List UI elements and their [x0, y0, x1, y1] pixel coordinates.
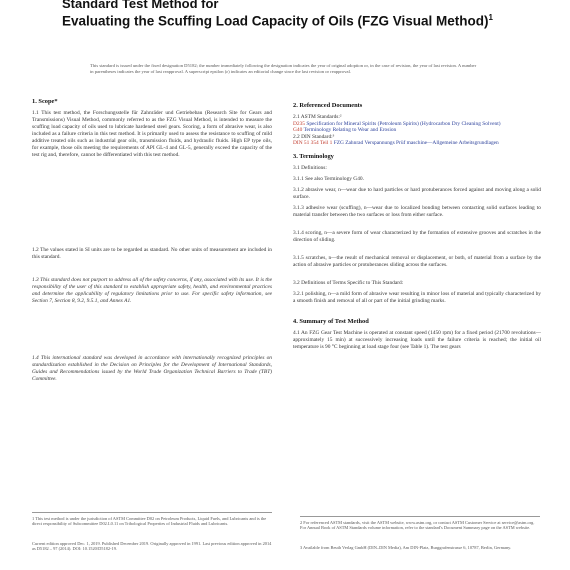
document-title: [62, 10, 532, 29]
ref-d235-code[interactable]: D235: [293, 120, 305, 127]
footnote-3: 3 Available from Beuth Verlag GmbH (DIN–DIN Media), Am DIN-Platz, Burggrafenstrasse 6, 10787, Berlin, Germany.: [300, 545, 512, 550]
paragraph-1-2: 1.2 The values stated in SI units are to be regarded as standard. No other units of measurement are included in this standard.: [32, 247, 272, 260]
term-3-2-1: 3.2.1 polishing, n—a mild form of abrasive wear resulting in minor loss of material and typically characterized by a smooth finish and removal of all or part of the initial grinding marks.: [293, 290, 541, 304]
title-footnote-mark: 1: [488, 13, 493, 22]
term-3-1-1: 3.1.1 See also Terminology G40.: [293, 175, 364, 182]
section-title-summary: 4. Summary of Test Method: [293, 317, 369, 325]
footnote-2: 2 For referenced ASTM standards, visit the ASTM website, www.astm.org, or contact ASTM Customer Service at service@astm.org. For Annual Book of ASTM Standards volume information, refer to the standard's Document Summary page on the ASTM website.: [300, 520, 535, 531]
paragraph-1-4: 1.4 This international standard was developed in accordance with internationally recognized principles on standardization established in the Decision on Principles for the Development of International Standards, Guides and Recommendations issued by the World Trade Organization Technical Barriers to Trade (TBT) Committee.: [32, 355, 272, 382]
paragraph-1-3: 1.3 This standard does not purport to address all of the safety concerns, if any, associated with its use. It is the responsibility of the user of this standard to establish appropriate safety, health, and environmental practices and determine the applicability of regulatory limitations prior to use. For specific safety information, see Section 7, Section 8, 9.2, 9.5.1, and Annex A1.: [32, 277, 272, 304]
title-text: Evaluating the Scuffing Load Capacity of Oils (FZG Visual Method): [62, 13, 489, 29]
summary-4-1: 4.1 An FZG Gear Test Machine is operated at constant speed (1450 rpm) for a fixed period (21700 revolutions— approximately 15 min) at successively increasing loads until the failure criteria is reached; the initial oil temperature is 90 °C beginning at load stage four (see Table 1). The test gears: [293, 329, 541, 350]
left-column: [32, 98, 272, 419]
ref-d235[interactable]: [293, 121, 541, 128]
term-3-1-4: 3.1.4 scoring, n—a severe form of wear characterized by the formation of extensive grooves and scratches in the direction of sliding.: [293, 229, 541, 243]
ref-din-standard: 2.2 DIN Standard:³: [293, 133, 335, 140]
term-3-1-2: 3.1.2 abrasive wear, n—wear due to hard particles or hard protuberances forced against and moving along a solid surface.: [293, 186, 541, 200]
term-3-1-3: 3.1.3 adhesive wear (scuffing), n—wear due to localized bonding between contacting solid surfaces leading to material transfer between the two surfaces or loss from either surface.: [293, 204, 541, 218]
ref-din-code[interactable]: DIN 51 354 Teil 1: [293, 140, 333, 147]
standard-label: Standard Test Method for: [62, 0, 219, 11]
ref-g40-title[interactable]: Terminology Relating to Wear and Erosion: [303, 127, 397, 134]
right-footnotes: [300, 516, 540, 559]
section-title-scope: 1. Scope*: [32, 98, 58, 105]
footnote-edition: Current edition approved Dec. 1, 2019. Published December 2019. Originally approved in 1991. Last previous edition approved in 2014 as D5182 – 97 (2014). DOI: 10.1520/D5182-19.: [32, 541, 272, 552]
ref-g40[interactable]: [293, 127, 541, 134]
ref-din[interactable]: [293, 140, 541, 147]
right-column: [293, 102, 541, 376]
ref-d235-title[interactable]: Specification for Mineral Spirits (Petroleum Spirits) (Hydrocarbon Dry Cleaning Solvent): [306, 120, 501, 127]
term-3-1: 3.1 Definitions:: [293, 164, 327, 171]
paragraph-1-1: 1.1 This test method, the Forschungsstelle für Zahnräder und Getriebebau (Research Site for Gears and Transmissions) Visual Method, commonly referred to as the FZG Visual Method, is intended to measure the scuffing load capacity of oils used to lubricate hardened steel gears. Scoring, a form of abrasive wear, is also included as a failure criteria in this test method. It is primarily used to assess the resistance to scuffing of mild additive treated oils such as industrial gear oils, transmission fluids, and hydraulic fluids. High EP type oils, for example, those oils meeting the requirements of API GL-4 and GL-5, generally exceed the capacity of the test rig and, therefore, cannot be differentiated with this test method.: [32, 110, 272, 158]
issuance-note: This standard is issued under the fixed designation D5182; the number immediately following the designation indicates the year of original adoption or, in the case of revision, the year of last revision. A number in parentheses indicates the year of last reapproval. A superscript epsilon (ε) indicates an editorial change since the last revision or reapproval.: [90, 63, 477, 74]
ref-din-title[interactable]: FZG Zahnrad Verspannungs Prüf maschine—Allgemeine Arbeitsgrundlagen: [333, 140, 499, 147]
document-header: [62, 0, 532, 29]
reference-list: [293, 114, 541, 147]
term-3-1-5: 3.1.5 scratches, n—the result of mechanical removal or displacement, or both, of material from a surface by the action of abrasive particles or protuberances sliding across the surfaces.: [293, 254, 541, 268]
footnote-1: 1 This test method is under the jurisdiction of ASTM Committee D02 on Petroleum Products, Liquid Fuels, and Lubricants and is the direct responsibility of Subcommittee D02.L0.11 on Tribological Properties of Industrial Fluids and Lubricants.: [32, 516, 267, 527]
left-footnotes: [32, 512, 272, 560]
section-title-referenced-documents: 2. Referenced Documents: [293, 102, 363, 109]
ref-astm-standards: 2.1 ASTM Standards:²: [293, 114, 342, 120]
section-title-terminology: 3. Terminology: [293, 152, 334, 160]
ref-g40-code[interactable]: G40: [293, 127, 303, 134]
term-3-2: 3.2 Definitions of Terms Specific to This Standard:: [293, 279, 404, 286]
